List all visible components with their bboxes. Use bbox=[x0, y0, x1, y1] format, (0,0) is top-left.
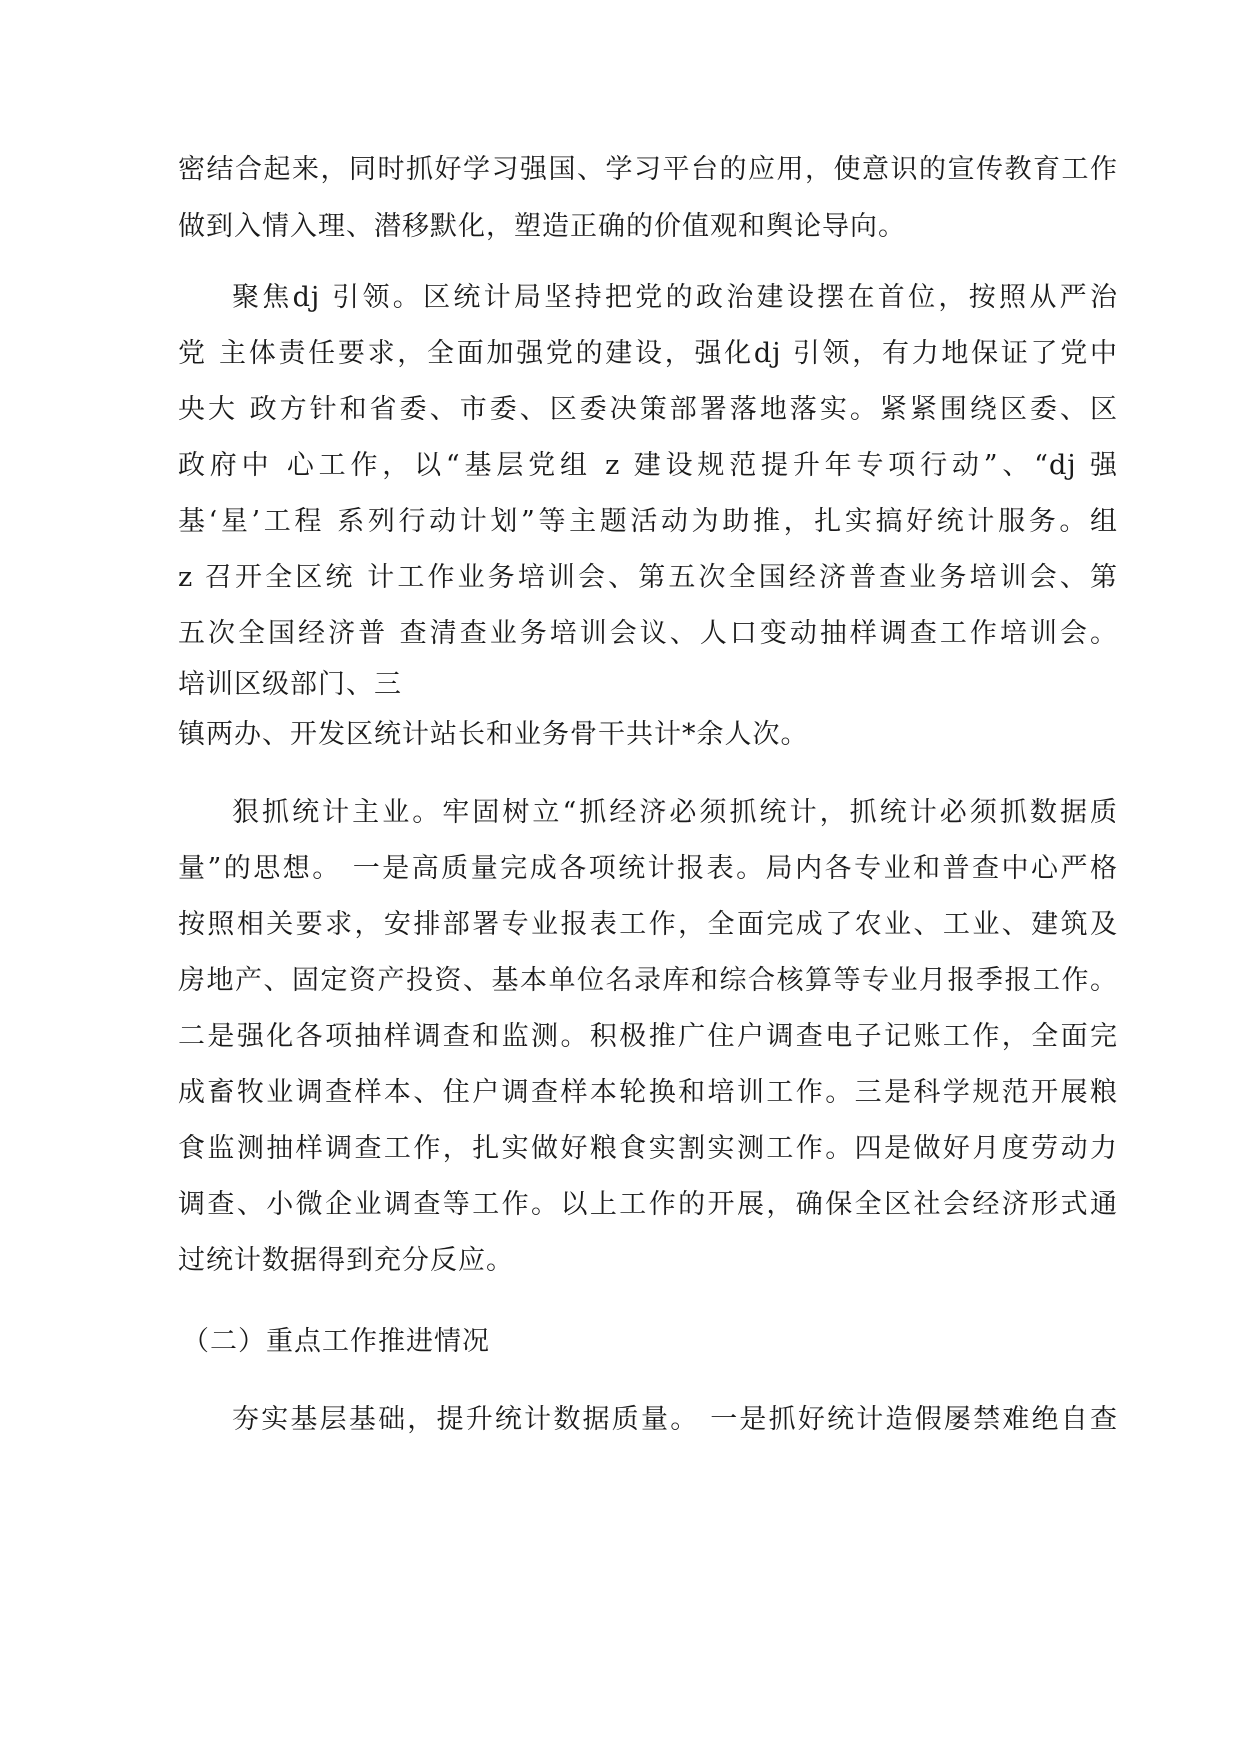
text-line: 调查、小微企业调查等工作。以上工作的开展，确保全区社会经济形式通 bbox=[178, 1189, 1118, 1220]
text-line: 密结合起来，同时抓好学习强国、学习平台的应用，使意识的宣传教育工作 bbox=[178, 154, 1118, 185]
section-heading: （二）重点工作推进情况 bbox=[182, 1326, 490, 1357]
text-line: 房地产、固定资产投资、基本单位名录库和综合核算等专业月报季报工作。 bbox=[178, 965, 1118, 996]
text-line: 基‘星’工程 系列行动计划”等主题活动为助推，扎实搞好统计服务。组 bbox=[178, 506, 1118, 537]
text-line: 量”的思想。 一是高质量完成各项统计报表。局内各专业和普查中心严格 bbox=[178, 853, 1118, 884]
text-line: z 召开全区统 计工作业务培训会、第五次全国经济普查业务培训会、第 bbox=[178, 562, 1118, 593]
text-line: 镇两办、开发区统计站长和业务骨干共计*余人次。 bbox=[178, 719, 809, 750]
text-line: 央大 政方针和省委、市委、区委决策部署落地落实。紧紧围绕区委、区 bbox=[178, 394, 1118, 425]
text-line: 党 主体责任要求，全面加强党的建设，强化dj 引领，有力地保证了党中 bbox=[178, 338, 1118, 369]
text-line: 狠抓统计主业。牢固树立“抓经济必须抓统计，抓统计必须抓数据质 bbox=[232, 797, 1118, 828]
text-line: 五次全国经济普 查清查业务培训会议、人口变动抽样调查工作培训会。 bbox=[178, 618, 1118, 649]
text-line: 按照相关要求，安排部署专业报表工作，全面完成了农业、工业、建筑及 bbox=[178, 909, 1118, 940]
text-line: 夯实基层基础，提升统计数据质量。 一是抓好统计造假屡禁难绝自查 bbox=[232, 1404, 1118, 1435]
text-line: 食监测抽样调查工作，扎实做好粮食实割实测工作。四是做好月度劳动力 bbox=[178, 1133, 1118, 1164]
text-line: 政府中 心工作，以“基层党组 z 建设规范提升年专项行动”、“dj 强 bbox=[178, 450, 1118, 481]
text-line: 过统计数据得到充分反应。 bbox=[178, 1245, 514, 1276]
text-line: 做到入情入理、潜移默化，塑造正确的价值观和舆论导向。 bbox=[178, 211, 906, 242]
text-line: 聚焦dj 引领。区统计局坚持把党的政治建设摆在首位，按照从严治 bbox=[232, 282, 1118, 313]
text-line: 二是强化各项抽样调查和监测。积极推广住户调查电子记账工作，全面完 bbox=[178, 1021, 1118, 1052]
text-line: 成畜牧业调查样本、住户调查样本轮换和培训工作。三是科学规范开展粮 bbox=[178, 1077, 1118, 1108]
text-line: 培训区级部门、三 bbox=[178, 669, 402, 700]
